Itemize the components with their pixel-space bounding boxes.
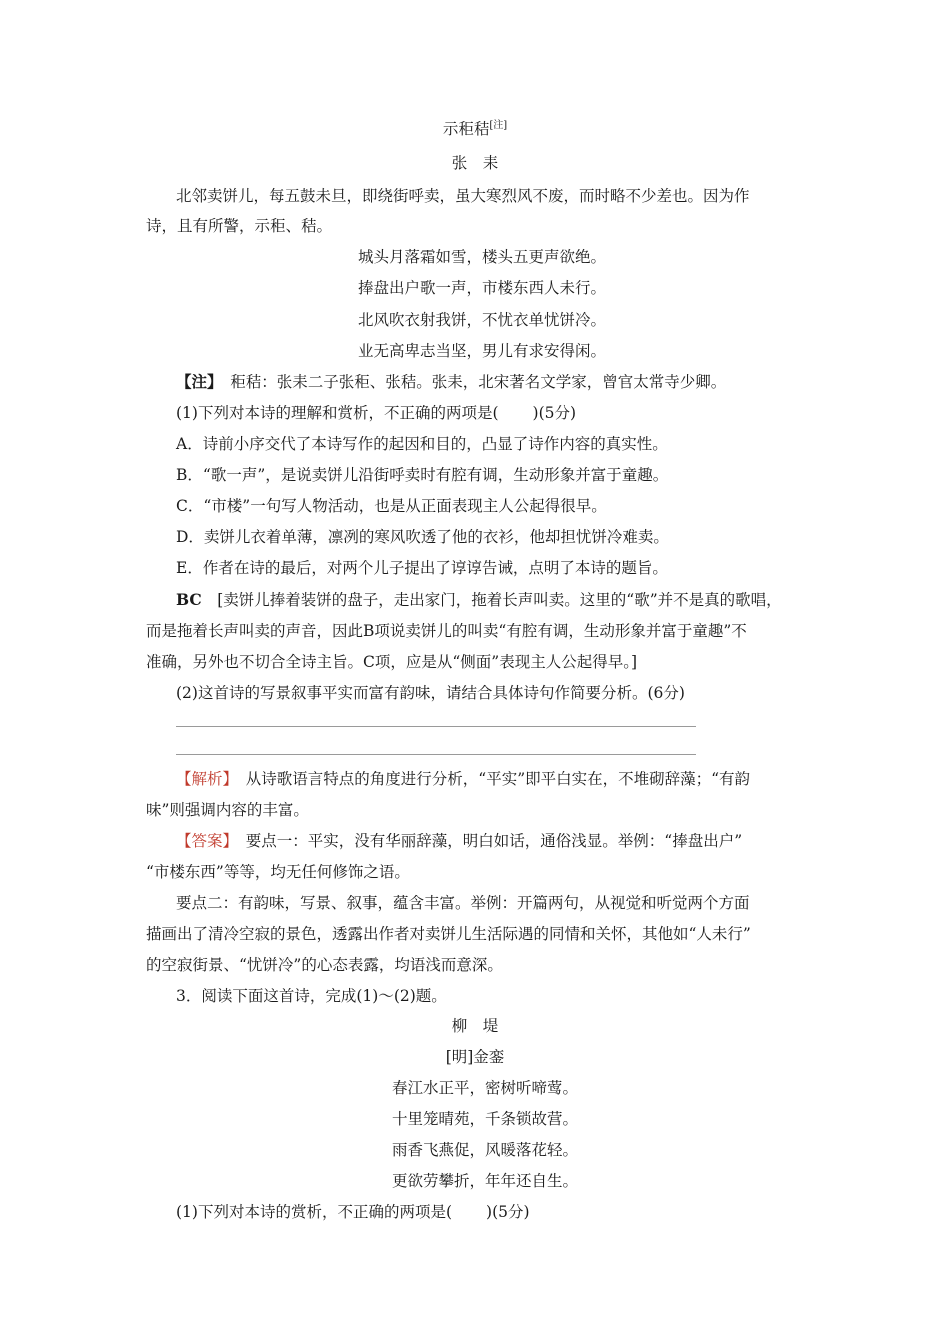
note-text: 秬秸：张耒二子张秬、张秸。张耒，北宋著名文学家，曾官太常寺少卿。	[230, 373, 727, 391]
poem1-title: 示秬秸[注]	[442, 119, 508, 138]
q1-option-c: C．“市楼”一句写人物活动，也是从正面表现主人公起得很早。	[176, 497, 607, 515]
note-label: 【注】	[176, 372, 215, 391]
analysis-label: 【解析】	[176, 770, 231, 788]
answer-label: 【答案】	[176, 832, 231, 850]
q2-analysis-line2: 味”则强调内容的丰富。	[146, 801, 309, 819]
poem1-line: 城头月落霜如雪，楼头五更声欲绝。	[358, 248, 607, 266]
answer-line	[176, 726, 696, 727]
q1-option-e: E．作者在诗的最后，对两个儿子提出了谆谆告诫，点明了本诗的题旨。	[176, 559, 668, 577]
poem1-preface-line2: 诗，且有所警，示秬、秸。	[146, 217, 333, 235]
q1-explanation-line3: 准确，另外也不切合全诗主旨。C项，应是从“侧面”表现主人公起得早。]	[146, 653, 638, 671]
poem2-line: 更欲劳攀折，年年还自生。	[392, 1172, 579, 1190]
q2-analysis-line1: 【解析】 从诗歌语言特点的角度进行分析，“平实”即平白实在，不堆砌辞藻；“有韵	[176, 770, 751, 788]
poem1-author: 张 耒	[451, 154, 499, 172]
q1-option-b: B．“歌一声”，是说卖饼儿沿街呼卖时有腔有调，生动形象并富于童趣。	[176, 466, 669, 484]
q2-answer-line2: “市楼东西”等等，均无任何修饰之语。	[146, 863, 410, 881]
q3-stem: 3．阅读下面这首诗，完成(1)～(2)题。	[176, 987, 447, 1005]
q3-sub1-stem: (1)下列对本诗的赏析，不正确的两项是( )(5分)	[176, 1203, 530, 1221]
poem2-title: 柳 堤	[451, 1017, 499, 1035]
q2-point2-line2: 描画出了清冷空寂的景色，透露出作者对卖饼儿生活际遇的同情和关怀，其他如“人未行”	[146, 925, 751, 943]
q1-explanation-line1: BC [卖饼儿捧着装饼的盘子，走出家门，拖着长声叫卖。这里的“歌”并不是真的歌唱，	[176, 590, 782, 609]
q1-option-d: D．卖饼儿衣着单薄，凛冽的寒风吹透了他的衣衫，他却担忧饼冷难卖。	[176, 528, 669, 546]
q1-option-a: A．诗前小序交代了本诗写作的起因和目的，凸显了诗作内容的真实性。	[176, 435, 668, 453]
q2-answer-line1: 【答案】 要点一：平实，没有华丽辞藻，明白如话，通俗浅显。举例：“捧盘出户”	[176, 832, 743, 850]
q2-point2-line3: 的空寂街景、“忧饼冷”的心态表露，均语浅而意深。	[146, 956, 503, 974]
q1-stem: (1)下列对本诗的理解和赏析，不正确的两项是( )(5分)	[176, 404, 577, 422]
poem2-line: 雨香飞燕促，风暖落花轻。	[392, 1141, 579, 1159]
poem2-line: 十里笼晴苑，千条锁故营。	[392, 1110, 579, 1128]
poem1-line: 业无高卑志当坚，男儿有求安得闲。	[358, 342, 607, 360]
poem1-note	[176, 371, 726, 393]
q1-answer: BC	[176, 590, 202, 609]
q2-stem: (2)这首诗的写景叙事平实而富有韵味，请结合具体诗句作简要分析。(6分)	[176, 684, 685, 702]
q2-point2-line1: 要点二：有韵味，写景、叙事，蕴含丰富。举例：开篇两句，从视觉和听觉两个方面	[176, 894, 750, 912]
poem1-line: 捧盘出户歌一声，市楼东西人未行。	[358, 279, 607, 297]
poem2-author: [明]金銮	[445, 1048, 505, 1066]
poem1-line: 北风吹衣射我饼，不忧衣单忧饼冷。	[358, 311, 607, 329]
title-note-marker: [注]	[489, 119, 508, 131]
poem2-line: 春江水正平，密树听啼莺。	[392, 1079, 579, 1097]
poem1-preface-line1: 北邻卖饼儿，每五鼓未旦，即绕街呼卖，虽大寒烈风不废，而时略不少差也。因为作	[176, 187, 750, 205]
q1-explanation-line2: 而是拖着长声叫卖的声音，因此B项说卖饼儿的叫卖“有腔有调，生动形象并富于童趣”不	[146, 622, 747, 640]
answer-line	[176, 754, 696, 755]
